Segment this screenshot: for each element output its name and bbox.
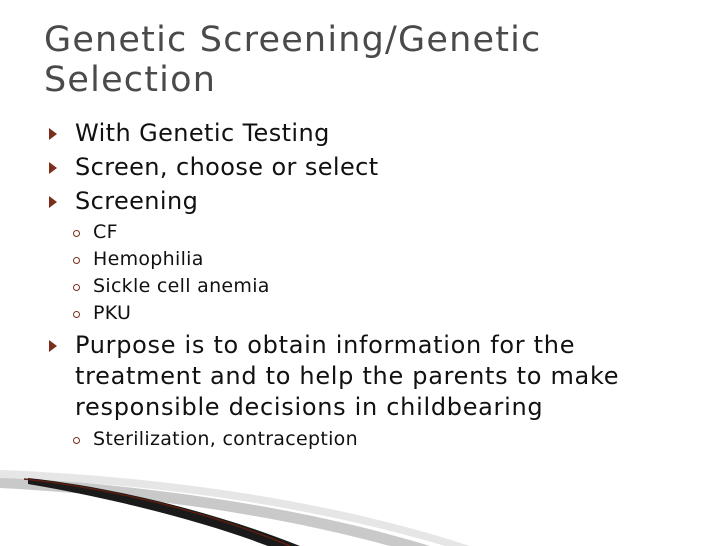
slide-title: Genetic Screening/Genetic Selection (44, 20, 542, 100)
bullet-text: Screening (75, 187, 199, 215)
bullet-text: With Genetic Testing (75, 119, 330, 147)
sub-bullet-text: Hemophilia (93, 248, 204, 270)
sub-bullet-text: CF (93, 221, 118, 243)
bullet-text: Purpose is to obtain information for the treatment and to help the parents to make responsible decisions in childbearing (75, 331, 620, 421)
bullet-text: Screen, choose or select (75, 153, 379, 181)
sub-bullet-text: Sickle cell anemia (93, 275, 270, 297)
sub-bullet-text: PKU (93, 302, 132, 324)
sub-bullet-text: Sterilization, contraception (93, 428, 358, 450)
